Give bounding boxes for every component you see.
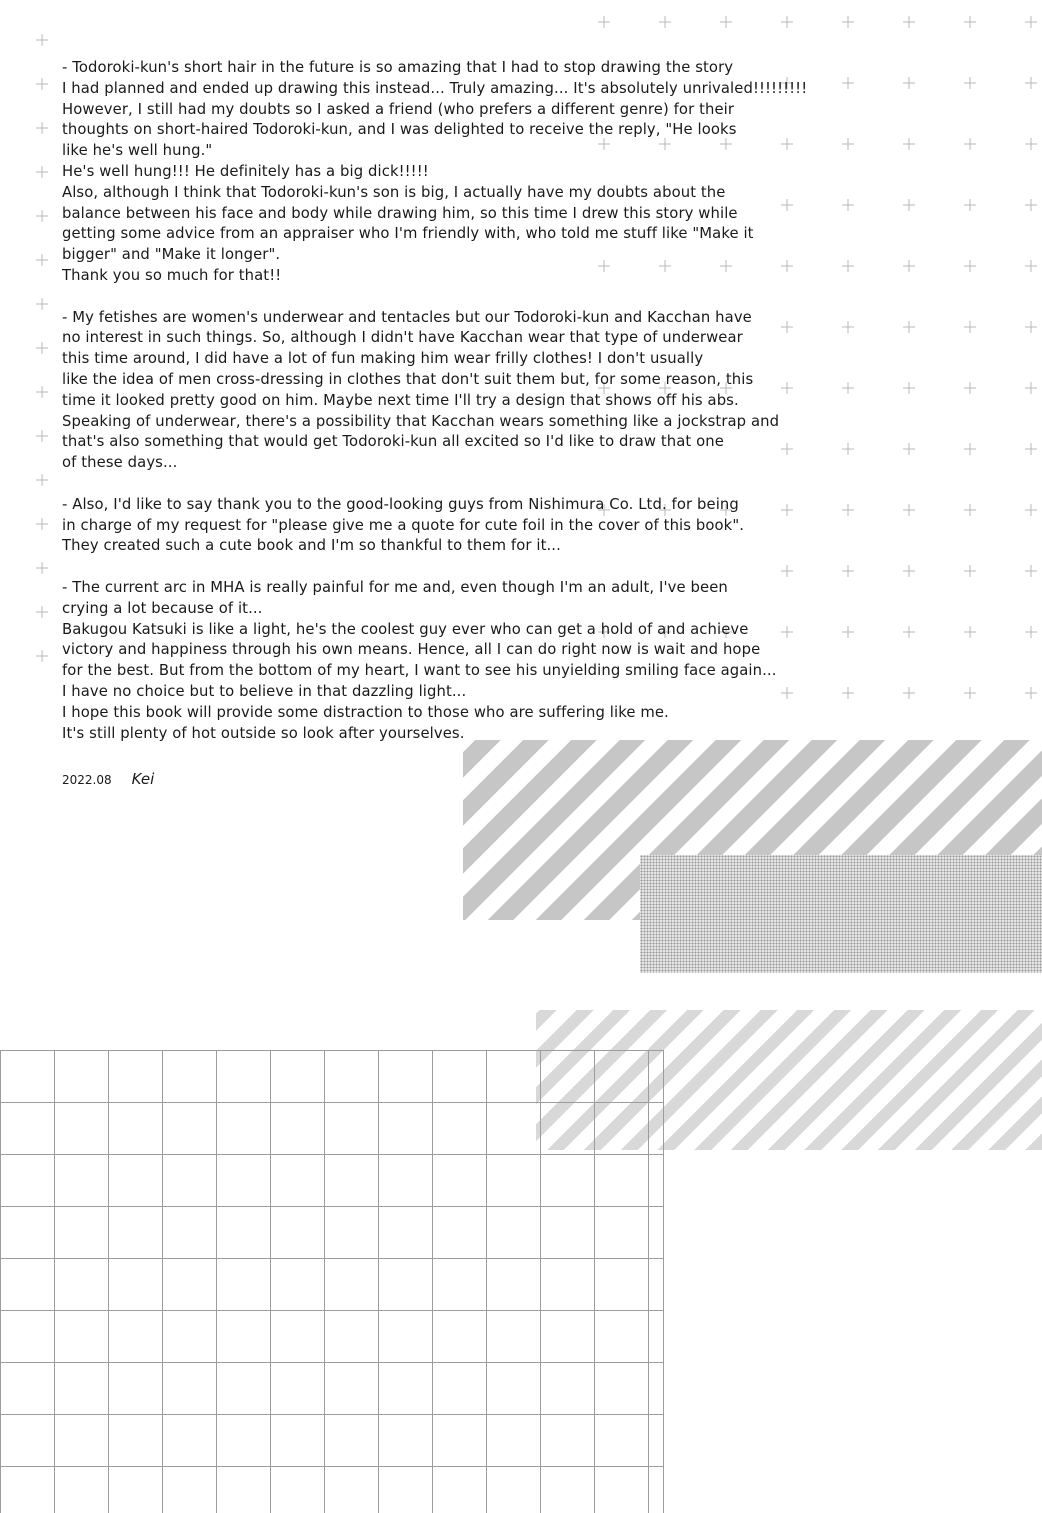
afterword-paragraph-3 [62, 495, 752, 557]
text-line: Thank you so much for that!! [62, 266, 282, 284]
text-line: victory and happiness through his own means. Hence, all I can do right now is wait and hope [62, 641, 761, 659]
sparkle-icon [903, 443, 915, 455]
afterword-paragraph-2 [62, 308, 780, 474]
sparkle-icon [36, 210, 48, 222]
sparkle-icon [964, 443, 976, 455]
sparkle-icon [1025, 77, 1037, 89]
sparkle-icon [781, 626, 793, 638]
sparkle-icon [598, 16, 610, 28]
text-line: balance between his face and body while drawing him, so this time I drew this story while [62, 204, 738, 222]
sparkle-icon [36, 298, 48, 310]
dot-screentone-block [640, 855, 1042, 973]
sparkle-icon [842, 443, 854, 455]
grid-pattern-decoration [0, 1050, 664, 1513]
text-line: I hope this book will provide some distraction to those who are suffering like me. [62, 703, 669, 721]
sparkle-icon [1025, 16, 1037, 28]
sparkle-icon [903, 504, 915, 516]
sparkle-icon [964, 626, 976, 638]
sparkle-icon [1025, 382, 1037, 394]
sparkle-icon [964, 687, 976, 699]
sparkle-icon [1025, 504, 1037, 516]
sparkle-icon [842, 77, 854, 89]
sparkle-icon [903, 260, 915, 272]
sparkle-icon [36, 254, 48, 266]
sparkle-icon [36, 474, 48, 486]
sparkle-icon [781, 504, 793, 516]
afterword-paragraph-1 [62, 58, 808, 287]
sparkle-icon [964, 260, 976, 272]
sparkle-icon [36, 562, 48, 574]
text-line: bigger" and "Make it longer". [62, 246, 281, 264]
sparkle-icon [36, 342, 48, 354]
sparkle-icon [842, 16, 854, 28]
sparkle-icon [964, 77, 976, 89]
sparkle-icon [720, 16, 732, 28]
sparkle-icon [1025, 626, 1037, 638]
sparkle-icon [903, 687, 915, 699]
signature-author: Kei [131, 770, 155, 788]
sparkle-icon [903, 138, 915, 150]
text-line: for the best. But from the bottom of my heart, I want to see his unyielding smiling face again... [62, 662, 777, 680]
sparkle-icon [36, 34, 48, 46]
sparkle-icon [842, 260, 854, 272]
sparkle-icon [36, 650, 48, 662]
afterword-paragraph-4 [62, 578, 777, 744]
text-line: time it looked pretty good on him. Maybe next time I'll try a design that shows off his abs. [62, 391, 739, 409]
sparkle-icon [781, 260, 793, 272]
text-line: thoughts on short-haired Todoroki-kun, and I was delighted to receive the reply, "He looks [62, 121, 737, 139]
sparkle-icon [1025, 321, 1037, 333]
text-line: of these days... [62, 454, 178, 472]
afterword-text [62, 58, 808, 765]
text-line: - Also, I'd like to say thank you to the good-looking guys from Nishimura Co. Ltd. for being [62, 495, 739, 513]
sparkle-icon [36, 122, 48, 134]
sparkle-icon [842, 382, 854, 394]
sparkle-icon [36, 606, 48, 618]
sparkle-icon [903, 321, 915, 333]
sparkle-icon [964, 504, 976, 516]
text-line: Bakugou Katsuki is like a light, he's the coolest guy ever who can get a hold of and achieve [62, 620, 749, 638]
sparkle-icon [842, 504, 854, 516]
sparkle-icon [36, 166, 48, 178]
sparkle-icon [903, 626, 915, 638]
text-line: They created such a cute book and I'm so thankful to them for it... [62, 537, 561, 555]
sparkle-icon [842, 626, 854, 638]
sparkle-icon [903, 77, 915, 89]
sparkle-icon [964, 138, 976, 150]
sparkle-icon [36, 386, 48, 398]
sparkle-icon [964, 565, 976, 577]
sparkle-icon [964, 16, 976, 28]
sparkle-icon [842, 565, 854, 577]
sparkle-icon [36, 78, 48, 90]
text-line: - My fetishes are women's underwear and tentacles but our Todoroki-kun and Kacchan have [62, 308, 752, 326]
text-line: crying a lot because of it... [62, 599, 263, 617]
text-line: I have no choice but to believe in that dazzling light... [62, 682, 467, 700]
text-line: However, I still had my doubts so I asked a friend (who prefers a different genre) for their [62, 100, 735, 118]
sparkle-icon [842, 199, 854, 211]
text-line: I had planned and ended up drawing this instead... Truly amazing... It's absolutely unrivaled!!!!!!!!! [62, 79, 808, 97]
sparkle-icon [903, 199, 915, 211]
text-line: He's well hung!!! He definitely has a big dick!!!!! [62, 162, 429, 180]
text-line: that's also something that would get Todoroki-kun all excited so I'd like to draw that one [62, 433, 724, 451]
text-line: no interest in such things. So, although I didn't have Kacchan wear that type of underwear [62, 329, 743, 347]
sparkle-icon [1025, 199, 1037, 211]
sparkle-icon [903, 382, 915, 394]
signature [62, 770, 154, 788]
sparkle-icon [842, 321, 854, 333]
text-line: It's still plenty of hot outside so look after yourselves. [62, 724, 465, 742]
text-line: in charge of my request for "please give me a quote for cute foil in the cover of this book". [62, 516, 745, 534]
sparkle-icon [1025, 443, 1037, 455]
sparkle-icon [781, 443, 793, 455]
signature-date: 2022.08 [62, 773, 112, 787]
sparkle-icon [1025, 138, 1037, 150]
sparkle-icon [964, 382, 976, 394]
sparkle-icon [781, 565, 793, 577]
sparkle-icon [842, 687, 854, 699]
sparkle-icon [1025, 687, 1037, 699]
sparkle-icon [1025, 260, 1037, 272]
sparkle-icon [659, 16, 671, 28]
text-line: getting some advice from an appraiser who I'm friendly with, who told me stuff like "Make it [62, 225, 754, 243]
sparkle-icon [781, 199, 793, 211]
text-line: - The current arc in MHA is really painful for me and, even though I'm an adult, I've been [62, 578, 728, 596]
sparkle-icon [781, 382, 793, 394]
sparkle-icon [903, 16, 915, 28]
text-line: - Todoroki-kun's short hair in the future is so amazing that I had to stop drawing the story [62, 59, 734, 76]
sparkle-icon [781, 138, 793, 150]
sparkle-icon [781, 16, 793, 28]
text-line: like he's well hung." [62, 142, 213, 160]
sparkle-icon [36, 430, 48, 442]
sparkle-icon [964, 199, 976, 211]
text-line: Speaking of underwear, there's a possibility that Kacchan wears something like a jockstrap and [62, 412, 780, 430]
sparkle-icon [903, 565, 915, 577]
sparkle-icon [781, 321, 793, 333]
sparkle-icon [964, 321, 976, 333]
sparkle-icon [842, 138, 854, 150]
text-line: Also, although I think that Todoroki-kun's son is big, I actually have my doubts about the [62, 183, 726, 201]
sparkle-icon [1025, 565, 1037, 577]
text-line: this time around, I did have a lot of fun making him wear frilly clothes! I don't usually [62, 350, 704, 368]
sparkle-icon [781, 687, 793, 699]
text-line: like the idea of men cross-dressing in clothes that don't suit them but, for some reason, this [62, 370, 754, 388]
sparkle-icon [36, 518, 48, 530]
